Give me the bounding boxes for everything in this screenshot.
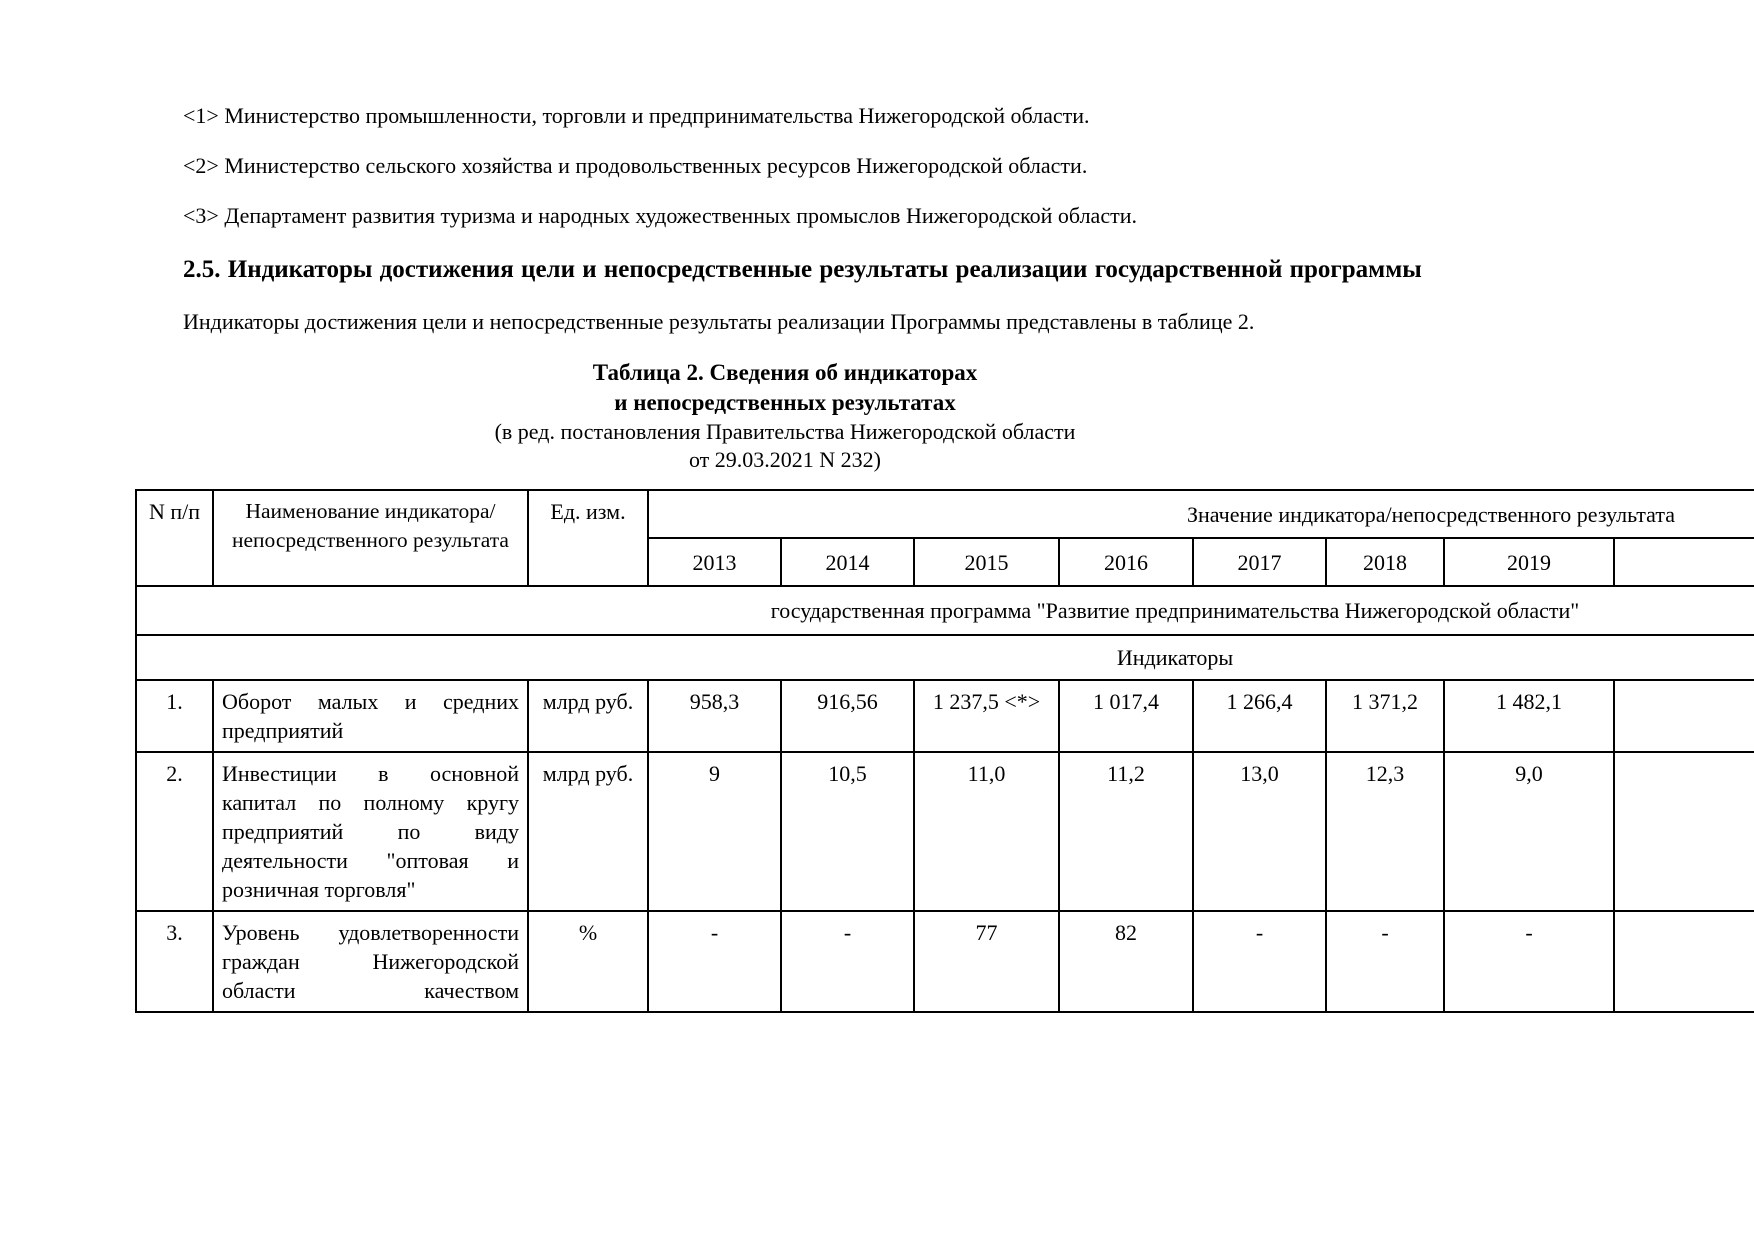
- row-2-value-2019: 9,0: [1444, 752, 1614, 911]
- row-2-unit: млрд руб.: [528, 752, 648, 911]
- program-title-cell: государственная программа "Развитие предпринимательства Нижегородской области": [136, 586, 1754, 635]
- row-1-value-2015: 1 237,5 <*>: [914, 680, 1059, 752]
- row-2-name: Инвестиции в основной капитал по полному кругу предприятий по виду деятельности "оптовая и розничная торговля": [213, 752, 528, 911]
- indicators-table: [135, 489, 1754, 1013]
- col-header-year-2018: 2018: [1326, 538, 1444, 586]
- row-1-value-2018: 1 371,2: [1326, 680, 1444, 752]
- row-1-value-2019: 1 482,1: [1444, 680, 1614, 752]
- row-3-value-2016: 82: [1059, 911, 1193, 1012]
- row-3-unit: %: [528, 911, 648, 1012]
- row-3-offscreen-cell: [1614, 911, 1754, 1012]
- col-header-year-offscreen: [1614, 538, 1754, 586]
- col-header-name: Наименование индикатора/непосредственного результата: [213, 490, 528, 586]
- intro-paragraph: Индикаторы достижения цели и непосредственные результаты реализации Программы представлены в таблице 2.: [183, 309, 1255, 334]
- row-3-name: Уровень удовлетворенности граждан Нижегородской области качеством: [213, 911, 528, 1012]
- row-2-value-2017: 13,0: [1193, 752, 1326, 911]
- col-header-value-group: Значение индикатора/непосредственного результата: [648, 490, 1754, 538]
- row-1-num: 1.: [136, 680, 213, 752]
- row-3-value-2019: -: [1444, 911, 1614, 1012]
- col-header-year-2014: 2014: [781, 538, 914, 586]
- row-3-num: 3.: [136, 911, 213, 1012]
- row-1-name: Оборот малых и средних предприятий: [213, 680, 528, 752]
- col-header-year-2015: 2015: [914, 538, 1059, 586]
- row-2-value-2014: 10,5: [781, 752, 914, 911]
- col-header-year-2016: 2016: [1059, 538, 1193, 586]
- indicators-section-row: [136, 635, 1754, 680]
- row-2-value-2016: 11,2: [1059, 752, 1193, 911]
- section-heading: 2.5. Индикаторы достижения цели и непосредственные результаты реализации государственной программы: [183, 256, 1422, 283]
- table-caption-title-line1: Таблица 2. Сведения об индикаторах: [592, 360, 978, 385]
- row-3-value-2013: -: [648, 911, 781, 1012]
- table-caption: [135, 358, 1435, 474]
- footnote-1: <1> Министерство промышленности, торговли и предпринимательства Нижегородской области.: [183, 103, 1090, 128]
- row-3-value-2015: 77: [914, 911, 1059, 1012]
- col-header-unit: Ед. изм.: [528, 490, 648, 586]
- col-header-year-2013: 2013: [648, 538, 781, 586]
- row-3-value-2014: -: [781, 911, 914, 1012]
- row-1-unit: млрд руб.: [528, 680, 648, 752]
- row-2-num: 2.: [136, 752, 213, 911]
- col-header-year-2017: 2017: [1193, 538, 1326, 586]
- program-title-row: [136, 586, 1754, 635]
- table-row: [136, 752, 1754, 911]
- footnote-2: <2> Министерство сельского хозяйства и продовольственных ресурсов Нижегородской области.: [183, 153, 1088, 178]
- row-1-value-2013: 958,3: [648, 680, 781, 752]
- col-header-num: N п/п: [136, 490, 213, 586]
- row-1-value-2016: 1 017,4: [1059, 680, 1193, 752]
- indicators-section-cell: Индикаторы: [136, 635, 1754, 680]
- table-caption-title-line2: и непосредственных результатах: [614, 390, 956, 415]
- row-1-value-2017: 1 266,4: [1193, 680, 1326, 752]
- row-1-offscreen-cell: [1614, 680, 1754, 752]
- col-header-year-2019: 2019: [1444, 538, 1614, 586]
- table-row: [136, 680, 1754, 752]
- row-2-value-2013: 9: [648, 752, 781, 911]
- table-caption-edition-line2: от 29.03.2021 N 232): [688, 447, 882, 472]
- row-3-value-2018: -: [1326, 911, 1444, 1012]
- text-column: [135, 0, 1435, 474]
- table-row: [136, 911, 1754, 1012]
- table-caption-edition-line1: (в ред. постановления Правительства Нижегородской области: [494, 419, 1076, 444]
- row-2-value-2018: 12,3: [1326, 752, 1444, 911]
- footnote-3: <3> Департамент развития туризма и народных художественных промыслов Нижегородской области.: [183, 203, 1137, 228]
- table-header-row-1: [136, 490, 1754, 538]
- row-3-value-2017: -: [1193, 911, 1326, 1012]
- row-1-value-2014: 916,56: [781, 680, 914, 752]
- row-2-value-2015: 11,0: [914, 752, 1059, 911]
- row-2-offscreen-cell: [1614, 752, 1754, 911]
